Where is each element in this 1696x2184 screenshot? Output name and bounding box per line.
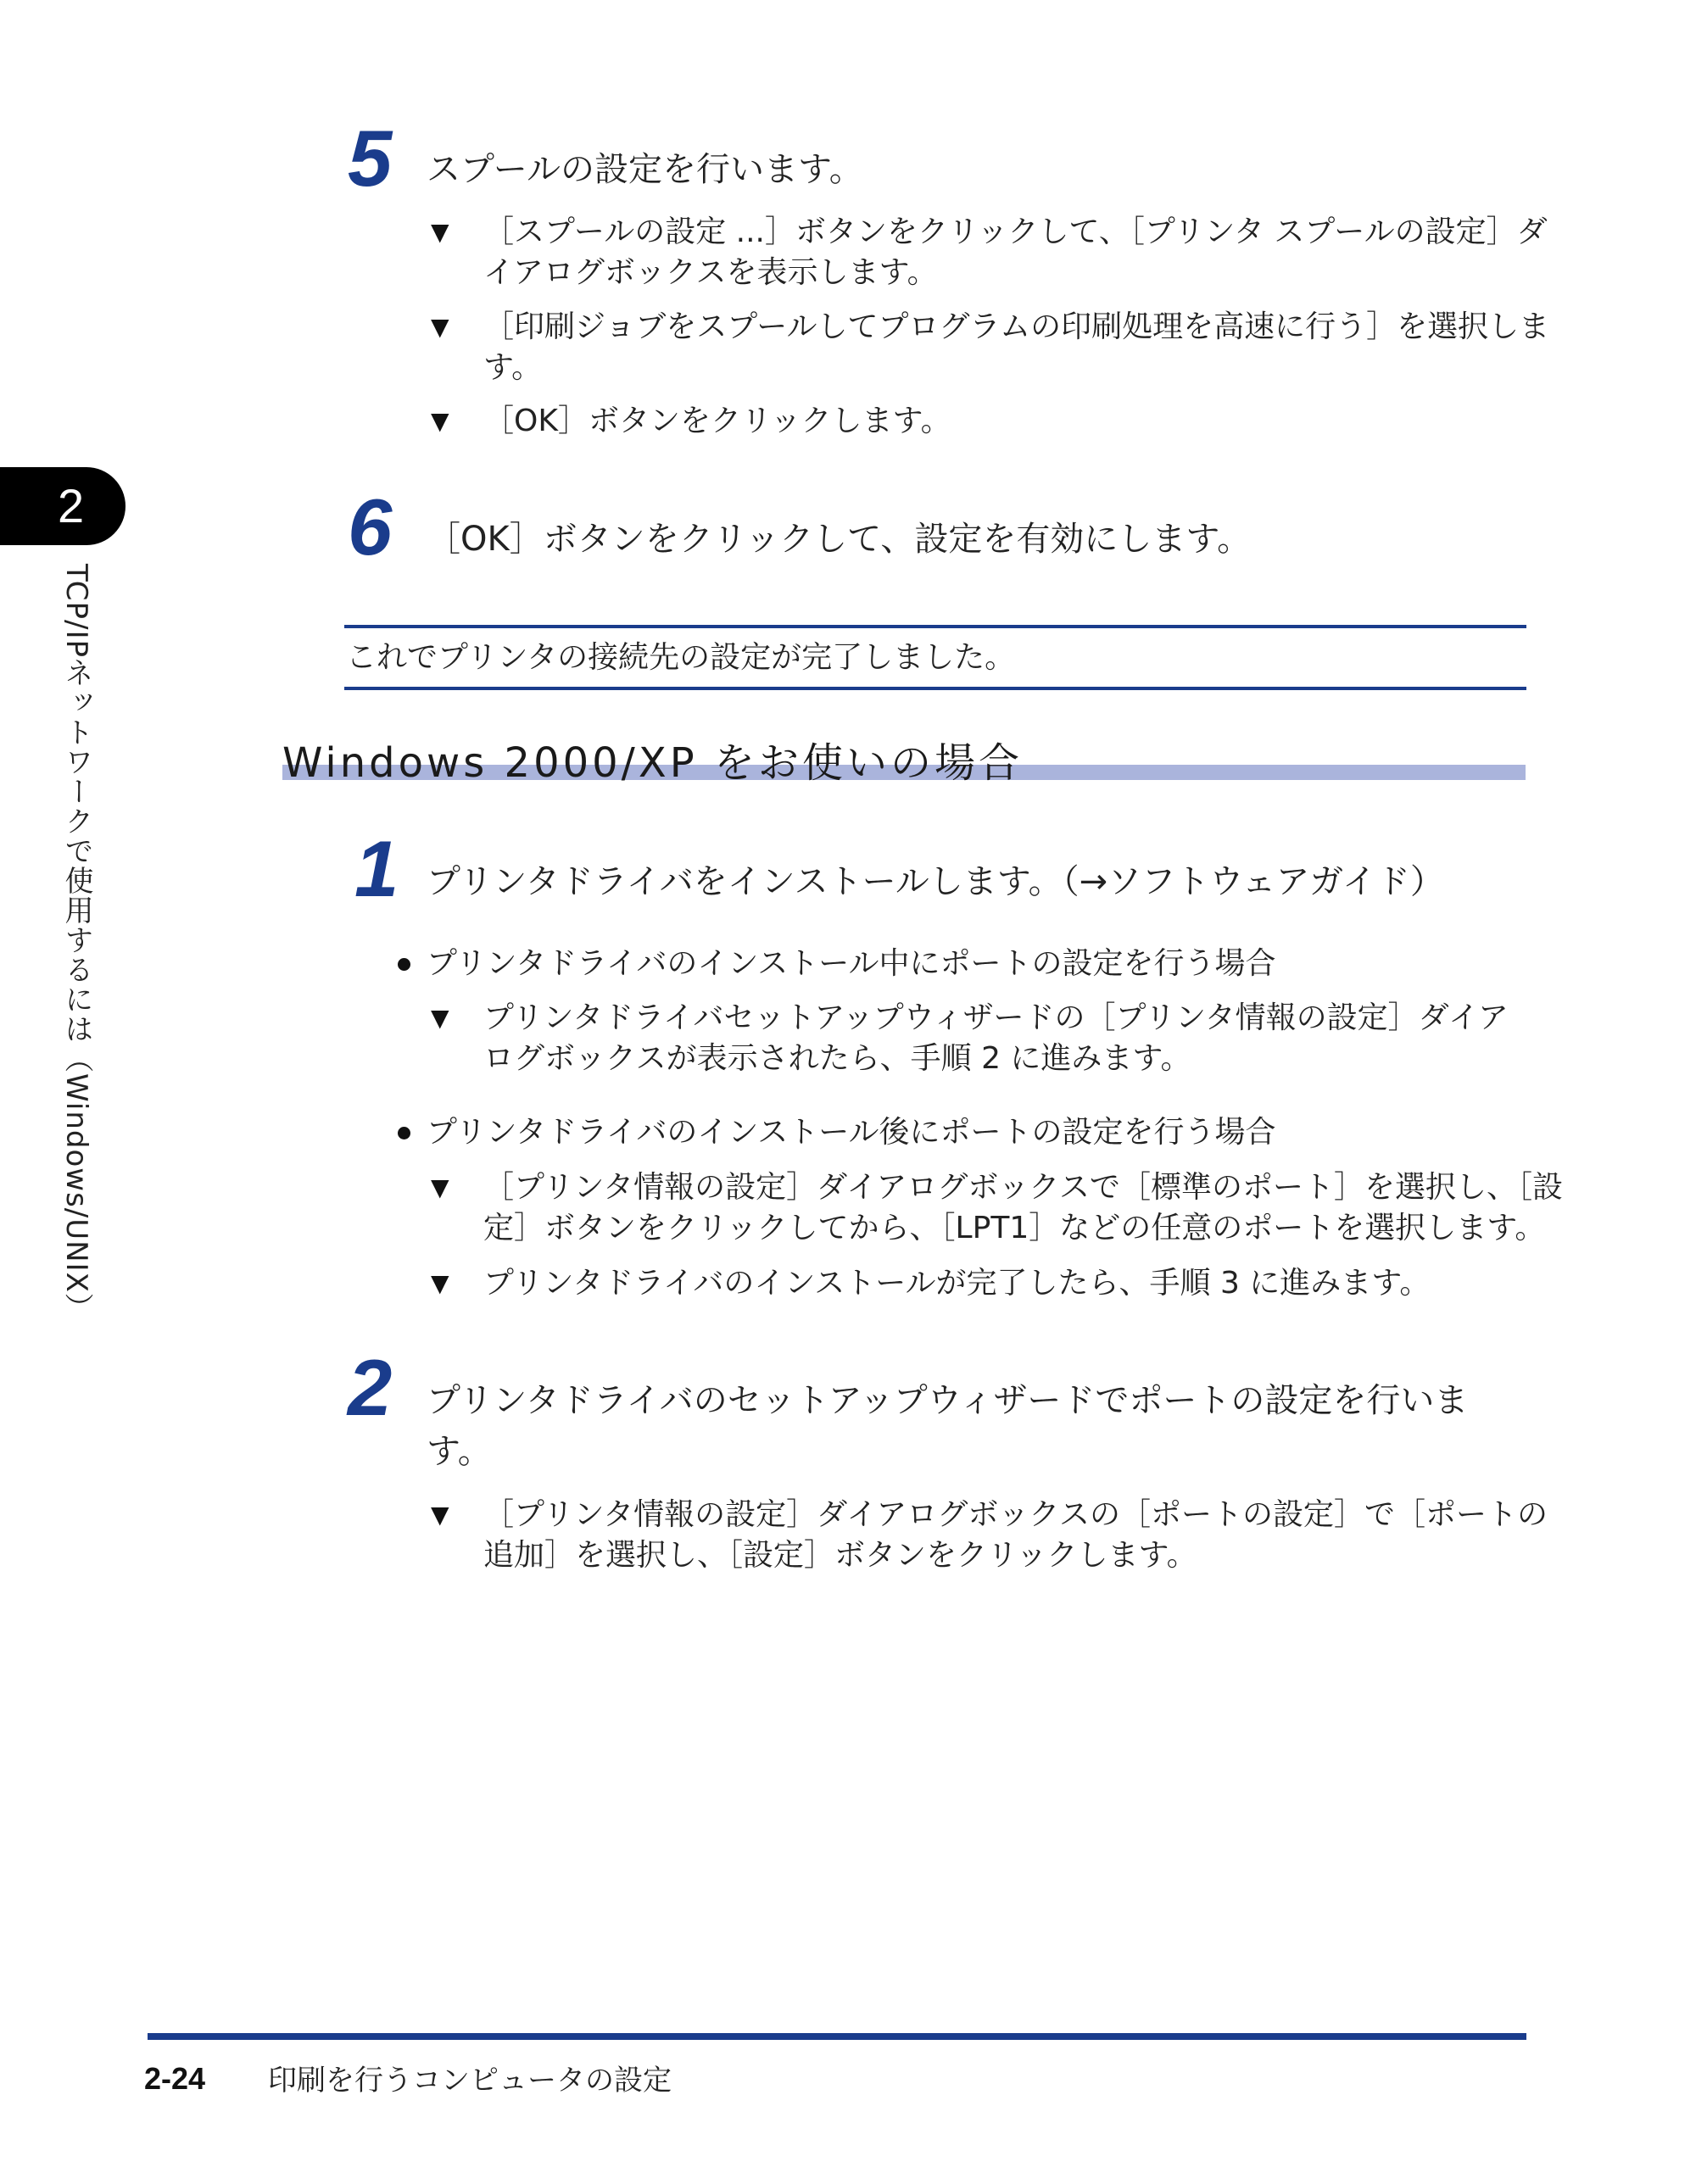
step1-case-2-item-1-line1: ［プリンタ情報の設定］ダイアログボックスで［標準のポート］を選択し、［設 — [483, 1170, 1563, 1205]
step-title-1: プリンタドライバをインストールします。（→ソフトウェアガイド） — [427, 862, 1444, 901]
step2-item-1-line1: ［プリンタ情報の設定］ダイアログボックスの［ポートの設定］で［ポートの — [483, 1497, 1548, 1532]
chapter-number: 2 — [58, 479, 85, 532]
step5-item-1-line1: ［スプールの設定 ...］ボタンをクリックして、［プリンタ スプールの設定］ダ — [483, 214, 1548, 249]
step1-case-1-item-1-line1: プリンタドライバセットアップウィザードの［プリンタ情報の設定］ダイア — [483, 1000, 1509, 1035]
arrow-bullet-icon: ▼ — [431, 1004, 449, 1032]
step1-case-2-item-2-line1: プリンタドライバのインストールが完了したら、手順 3 に進みます。 — [483, 1266, 1431, 1301]
step1-case-1-item-1-line2: ログボックスが表示されたら、手順 2 に進みます。 — [483, 1041, 1191, 1076]
bullet-dot-icon — [398, 958, 410, 971]
step-number-2: 2 — [348, 1343, 391, 1432]
result-top-rule — [344, 625, 1526, 628]
arrow-bullet-icon: ▼ — [431, 1501, 449, 1529]
result-note: これでプリンタの接続先の設定が完了しました。 — [346, 640, 1016, 675]
step5-item-2-line1: ［印刷ジョブをスプールしてプログラムの印刷処理を高速に行う］を選択しま — [483, 309, 1550, 344]
step2-item-1-line2: 追加］を選択し、［設定］ボタンをクリックします。 — [483, 1538, 1197, 1573]
step-title-2-line2: す。 — [427, 1432, 492, 1471]
arrow-bullet-icon: ▼ — [431, 218, 449, 246]
step-number-6: 6 — [348, 482, 391, 571]
step-number-5: 5 — [348, 114, 391, 203]
step-title-6: ［OK］ボタンをクリックして、設定を有効にします。 — [427, 520, 1252, 559]
arrow-bullet-icon: ▼ — [431, 313, 449, 341]
step-number-1: 1 — [354, 824, 398, 913]
step-title-5: スプールの設定を行います。 — [427, 150, 863, 189]
step1-case-2-item-1-line2: 定］ボタンをクリックしてから、［LPT1］などの任意のポートを選択します。 — [483, 1211, 1546, 1245]
step1-case-2: プリンタドライバのインストール後にポートの設定を行う場合 — [427, 1115, 1276, 1150]
arrow-bullet-icon: ▼ — [431, 1173, 449, 1201]
step5-item-2-line2: す。 — [483, 350, 543, 385]
result-bottom-rule — [344, 687, 1526, 690]
arrow-bullet-icon: ▼ — [431, 407, 449, 435]
footer-section-title: 印刷を行うコンピュータの設定 — [268, 2064, 672, 2098]
step5-item-3-line1: ［OK］ボタンをクリックします。 — [483, 404, 951, 438]
chapter-title-vertical: TCP/IPネットワークで使用するには（Windows/UNIX） — [59, 564, 93, 1323]
page-number: 2-24 — [144, 2061, 206, 2096]
step-title-2-line1: プリンタドライバのセットアップウィザードでポートの設定を行いま — [427, 1381, 1469, 1420]
footer-rule — [148, 2033, 1526, 2040]
arrow-bullet-icon: ▼ — [431, 1269, 449, 1297]
step5-item-1-line2: イアログボックスを表示します。 — [483, 255, 938, 290]
bullet-dot-icon — [398, 1127, 410, 1139]
section-heading: Windows 2000/XP をお使いの場合 — [282, 739, 1023, 787]
step1-case-1: プリンタドライバのインストール中にポートの設定を行う場合 — [427, 946, 1276, 981]
